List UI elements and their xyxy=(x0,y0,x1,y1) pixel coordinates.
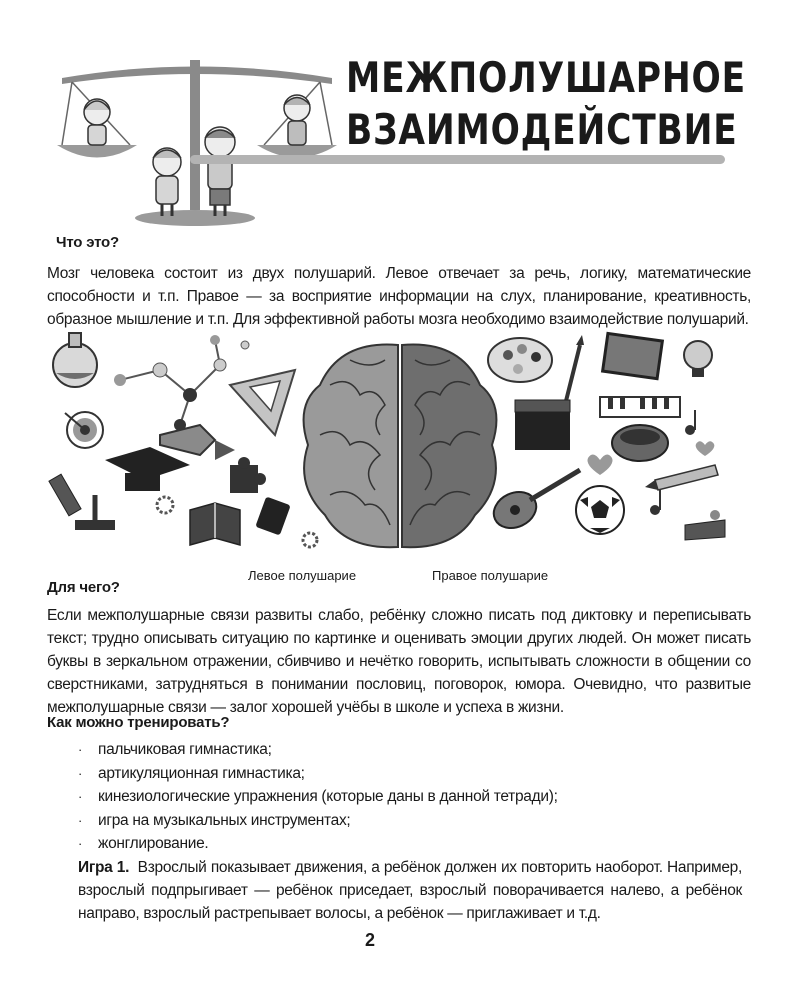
list-item-text: пальчиковая гимнастика; xyxy=(98,741,272,758)
how-to-train-heading: Как можно тренировать? xyxy=(47,714,230,731)
scale-pole xyxy=(190,60,200,210)
list-item xyxy=(78,762,558,786)
clapperboard-icon xyxy=(515,400,570,450)
soccer-ball-icon xyxy=(576,486,624,534)
bullet: · xyxy=(78,765,83,781)
page-title-line-2: ВЗАИМОДЕЙСТВИЕ xyxy=(346,105,738,154)
what-is-it-heading: Что это? xyxy=(56,234,119,251)
scale-left-pan xyxy=(57,145,137,158)
book-icon xyxy=(190,503,240,545)
bullet: · xyxy=(78,812,83,828)
right-hemisphere-label: Правое полушарие xyxy=(432,568,549,583)
child-left-pan-icon xyxy=(84,99,110,145)
title-underline xyxy=(190,155,725,164)
what-for-paragraph: Если межполушарные связи развиты слабо, ребёнку сложно писать под диктовку и переписывать текст; трудно описывать ситуацию по картинке и оценивать эмоции других людей. Он может писать буквы в зеркальном отражении, сбивчиво и нечётко говорить, испытывать сложности в общении со сверстниками, затрудняться в понимании пословиц, поговорок, юмора. Очевидно, что развитые межполушарные связи — залог хорошей учёбы в школе и успеха в жизни. xyxy=(47,607,751,716)
what-for-heading: Для чего? xyxy=(47,579,120,596)
flask-icon xyxy=(53,333,97,387)
list-item xyxy=(78,785,558,809)
child-right-pan-icon xyxy=(284,95,310,145)
lightbulb-icon xyxy=(684,341,712,377)
list-item-text: игра на музыкальных инструментах; xyxy=(98,811,351,829)
what-is-it-paragraph: Мозг человека состоит из двух полушарий. Левое отвечает за речь, логику, математические способности и т.п. Правое — за восприятие информации на слух, планирование, креативность, образное мышление и т.п. Для эффективной работы мозга необходимо взаимодействие полушарий. xyxy=(47,265,751,328)
music-note-icon xyxy=(650,410,695,515)
drum-icon xyxy=(612,425,668,461)
list-item xyxy=(78,809,558,833)
game-1-paragraph xyxy=(78,856,742,925)
bullet: · xyxy=(78,836,83,852)
guitar-icon xyxy=(488,470,580,535)
rocket-icon xyxy=(160,425,235,460)
scales-children-illustration xyxy=(52,50,342,230)
target-icon xyxy=(65,412,103,448)
bullet: · xyxy=(78,789,83,805)
painting-icon xyxy=(603,333,663,378)
page-title-line-1: МЕЖПОЛУШАРНОЕ xyxy=(346,53,746,102)
cake-icon xyxy=(685,510,725,540)
training-methods-list xyxy=(78,738,558,856)
microscope-icon xyxy=(49,474,115,530)
triangle-ruler-icon xyxy=(230,370,295,435)
left-hemisphere-label: Левое полушарие xyxy=(248,568,357,583)
brain-icon xyxy=(304,345,497,548)
list-item-text: артикуляционная гимнастика; xyxy=(98,764,305,782)
graduation-cap-icon xyxy=(105,447,190,491)
molecule-icon xyxy=(114,335,249,431)
page-number: 2 xyxy=(364,930,375,950)
brain-hemispheres-illustration xyxy=(40,325,760,565)
child-boy-center-icon xyxy=(205,127,235,216)
brain-right-hemisphere xyxy=(402,345,496,548)
list-item-text: жонглирование. xyxy=(98,835,209,853)
list-item xyxy=(78,832,558,856)
puzzle-icon xyxy=(230,457,266,493)
calculator-icon xyxy=(255,497,290,536)
scale-base xyxy=(135,210,255,226)
list-item-text: кинезиологические упражнения (которые даны в данной тетради); xyxy=(98,788,558,806)
game-1-label: Игра 1. xyxy=(78,859,130,876)
page-title xyxy=(346,52,746,156)
game-1-text: Взрослый показывает движения, а ребёнок должен их повторить наоборот. Например, взрослый подпрыгивает — ребёнок приседает, взрослый поворачивается налево, а ребёнок направо, взрослый растрепывает волосы, а ребёнок — приглаживает и т.д. xyxy=(78,859,742,922)
piano-keys-icon xyxy=(600,397,680,417)
child-girl-center-icon xyxy=(153,148,181,216)
list-item xyxy=(78,738,558,762)
paintbrush-icon xyxy=(565,335,584,405)
pencil-icon xyxy=(645,465,718,490)
palette-icon xyxy=(488,338,552,382)
bullet: · xyxy=(78,742,83,757)
brain-left-hemisphere xyxy=(304,345,398,548)
